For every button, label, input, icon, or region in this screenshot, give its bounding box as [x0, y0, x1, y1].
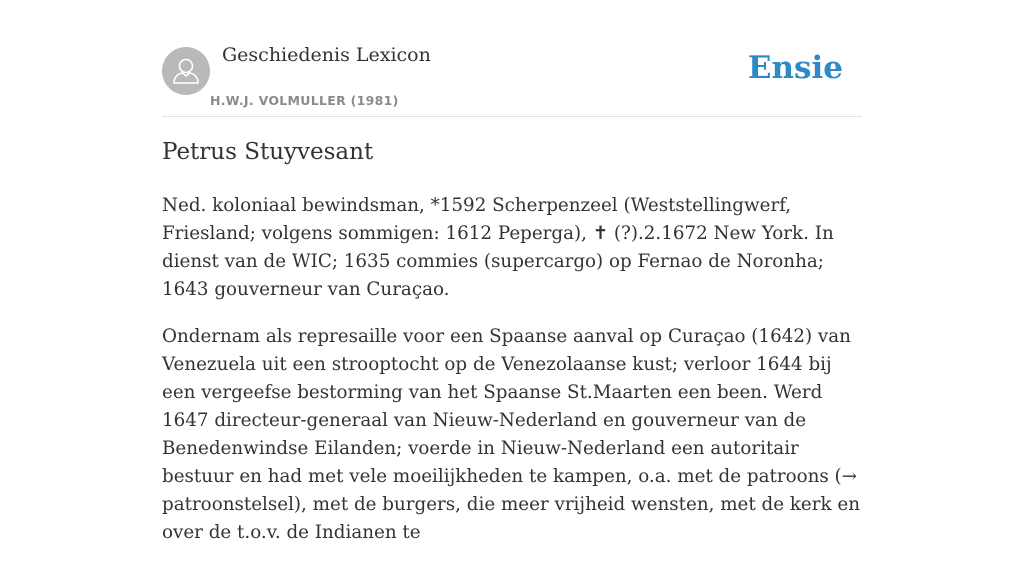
author-byline[interactable]: H.W.J. VOLMULLER (1981)	[210, 93, 399, 108]
paragraph: Ned. koloniaal bewindsman, *1592 Scherpenzeel (Weststellingwerf, Friesland; volgens sommigen: 1612 Peperga), ✝ (?).2.1672 New York. In dienst van de WIC; 1635 commies (supercargo) op Fernao de Noronha; 1643 gouverneur van Curaçao.	[162, 195, 834, 300]
paragraph: Ondernam als represaille voor een Spaanse aanval op Curaçao (1642) van Venezuela uit een strooptocht op de Venezolaanse kust; verloor 1644 bij een vergeefse bestorming van het Spaanse St.Maarten een been. Werd 1647 directeur-generaal van Nieuw-Nederland en gouverneur van de Benedenwindse Eilanden; voerde in Nieuw-Nederland een autoritair bestuur en had met vele moeilijkheden te kampen, o.a. met de patroons (→ patroonstelsel), met de burgers, die meer vrijheid wensten, met de kerk en over de t.o.v. de Indianen te	[162, 326, 860, 543]
article-body	[162, 192, 866, 566]
ensie-logo[interactable]: Ensie	[747, 50, 843, 86]
user-icon	[162, 47, 210, 95]
page-title: Petrus Stuyvesant	[162, 139, 374, 165]
avatar[interactable]	[162, 47, 210, 95]
book-title[interactable]: Geschiedenis Lexicon	[222, 44, 431, 66]
header	[162, 0, 862, 117]
